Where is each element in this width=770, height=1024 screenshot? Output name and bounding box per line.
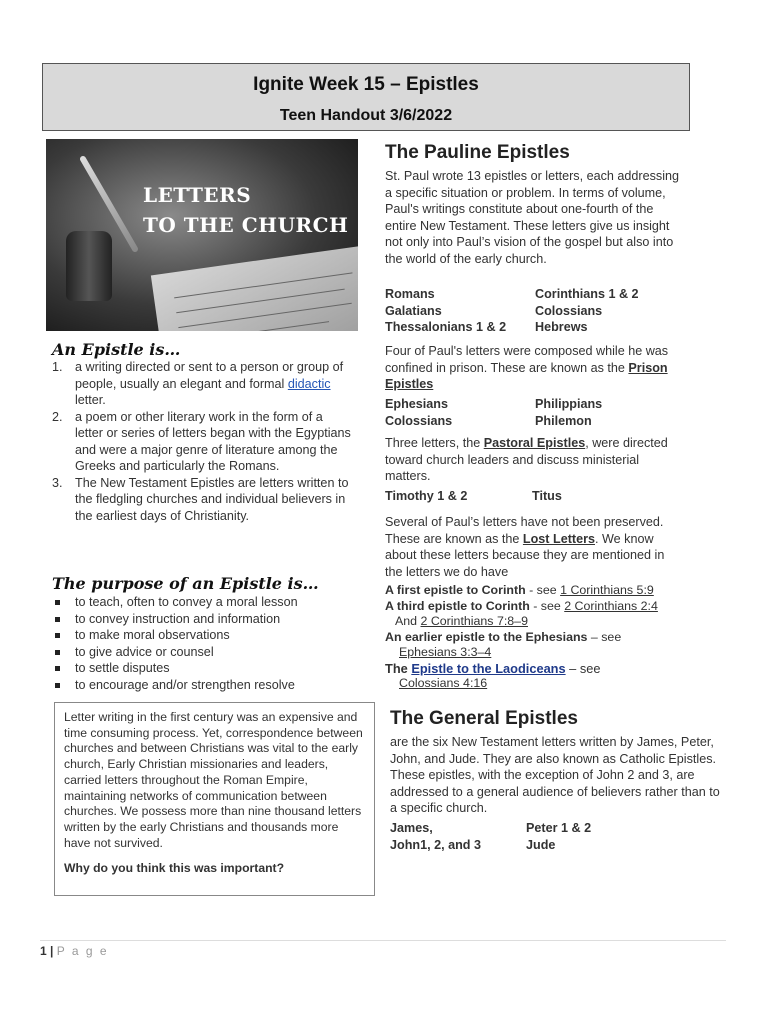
list-item: to convey instruction and information — [55, 611, 355, 628]
list-item: to teach, often to convey a moral lesson — [55, 594, 355, 611]
list-item: A first epistle to Corinth - see 1 Corinthians 5:9 — [385, 583, 654, 597]
pauline-intro: St. Paul wrote 13 epistles or letters, each addressing a specific situation or problem. In terms of volume, Paul's writings constitute about one-fourth of the entire New Testament. These letters give us insight not only into Paul’s vision of the gospel but also into the world of the early church. — [385, 169, 680, 266]
list-item: 3. The New Testament Epistles are letters written to the fledgling churches and individual believers in the earliest days of Christianity. — [52, 475, 349, 523]
list-item: A third epistle to Corinth - see 2 Corinthians 2:4 — [385, 598, 658, 613]
purpose-list — [55, 594, 355, 693]
page-subtitle: Teen Handout 3/6/2022 — [279, 107, 453, 124]
hero-line2: TO THE CHURCH — [143, 213, 349, 237]
page-label: P a g e — [56, 944, 109, 958]
lost-letters-text: Several of Paul’s letters have not been preserved. These are known as the Lost Letters. We know about these letters because they are mentioned in the letters we do have — [385, 515, 665, 579]
list-item: The Epistle to the Laodiceans – see — [385, 660, 601, 676]
list-item: An earlier epistle to the Ephesians – see — [385, 629, 622, 644]
ref-link[interactable]: 2 Corinthians 2:4 — [564, 598, 658, 613]
epistle-definition-list — [52, 359, 352, 524]
general-books: James, John1, 2, and 3 Peter 1 & 2 Jude — [390, 821, 592, 852]
pauline-heading: The Pauline Epistles — [385, 142, 570, 163]
discussion-question: Why do you think this was important? — [64, 861, 285, 875]
list-item: 1. a writing directed or sent to a person or group of people, usually an elegant and formal didactic letter. — [52, 360, 344, 407]
lost-letters-term: Lost Letters — [522, 531, 595, 546]
purpose-heading: The purpose of an Epistle is… — [52, 574, 319, 593]
hero-line1: LETTERS — [143, 183, 252, 207]
list-item: to give advice or counsel — [55, 644, 355, 661]
pastoral-books: Timothy 1 & 2 Titus — [385, 489, 562, 503]
page-title: Ignite Week 15 – Epistles — [253, 74, 479, 95]
list-item: to make moral observations — [55, 627, 355, 644]
prison-epistles-term: Prison Epistles — [385, 360, 668, 391]
list-item: to encourage and/or strengthen resolve — [55, 677, 355, 694]
didactic-link[interactable]: didactic — [287, 376, 331, 391]
pastoral-epistles-term: Pastoral Epistles — [483, 436, 586, 450]
footer-divider — [40, 940, 726, 941]
inkwell-icon — [66, 231, 112, 301]
epistle-definition-heading: An Epistle is… — [52, 340, 181, 359]
list-item: to settle disputes — [55, 660, 355, 677]
list-item: 2. a poem or other literary work in the form of a letter or series of letters began with the Egyptians and were a major genre of literature among the Greeks and particularly the Romans. — [52, 409, 351, 473]
prison-epistles-text: Four of Paul's letters were composed while he was confined in prison. These are known as the Prison Epistles — [385, 344, 669, 391]
letters-hero-image — [46, 139, 358, 331]
list-item: And 2 Corinthians 7:8–9 — [395, 614, 528, 628]
page-number: 1 — [40, 944, 47, 958]
ref-link[interactable]: Ephesians 3:3–4 — [399, 645, 492, 659]
ref-link[interactable]: 2 Corinthians 7:8–9 — [420, 614, 528, 628]
page-footer: 1 | P a g e — [40, 944, 109, 958]
lost-letters-list — [385, 583, 685, 692]
general-heading: The General Epistles — [390, 708, 578, 729]
paper-illustration — [151, 243, 358, 331]
ref-link[interactable]: 1 Corinthians 5:9 — [560, 583, 654, 597]
general-text: are the six New Testament letters written by James, Peter, John, and Jude. They are also known as Catholic Epistles. These epistles, with the exception of John 2 and 3, are addressed to a general audience of believers rather than to a specific church. — [390, 735, 720, 815]
ref-link[interactable]: Colossians 4:16 — [399, 676, 488, 690]
pauline-books: Romans Galatians Thessalonians 1 & 2 Corinthians 1 & 2 Colossians Hebrews — [385, 287, 639, 334]
history-note-text: Letter writing in the first century was an expensive and time consuming process. Yet, correspondence between churches and between Christians was vital to the early church, Early Christian missionaries and leaders, carried letters throughout the Roman Empire, maintaining networks of communication between churches. We possess more than nine thousand letters written by the early Christians and thousands more have not survived. — [64, 710, 363, 850]
laodiceans-link[interactable]: Epistle to the Laodiceans — [411, 660, 566, 676]
pastoral-epistles-text: Three letters, the Pastoral Epistles, were directed toward church leaders and discuss ministerial matters. — [385, 436, 668, 483]
prison-books: Ephesians Colossians Philippians Philemon — [385, 397, 603, 428]
